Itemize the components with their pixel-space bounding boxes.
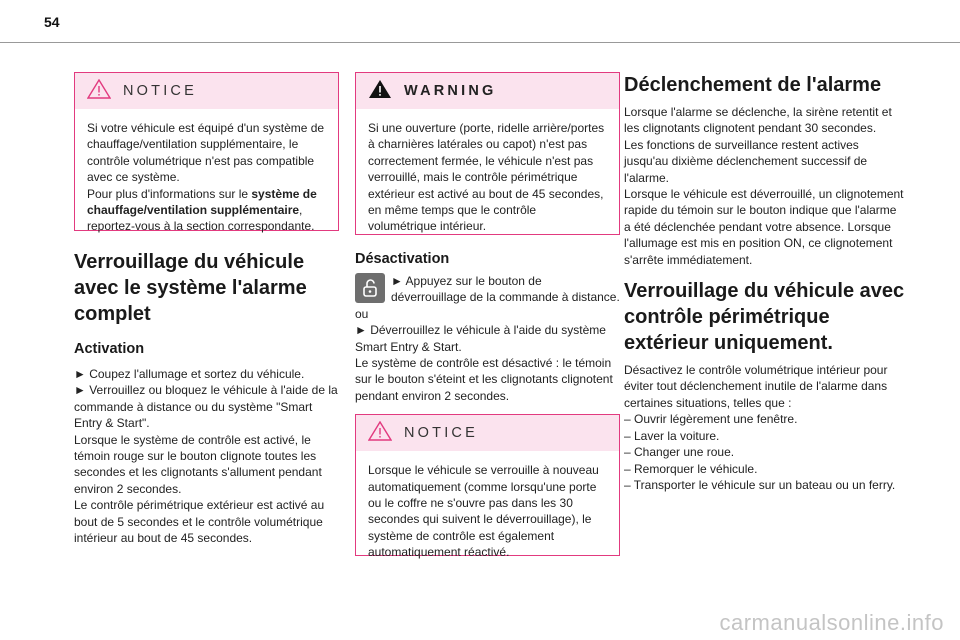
notice-box-2-header [356,415,619,451]
subheading-deactivation: Désactivation [355,251,450,267]
notice-text-2 [87,186,326,235]
deactivation-line: Le système de contrôle est désactivé : le témoin sur le bouton s'éteint et les clignotants clignotent pendant environ 2 secondes. [355,356,613,403]
list-item: – Laver la voiture. [624,428,720,443]
section-heading-perimeter-only: Verrouillage du véhicule avec contrôle périmétrique extérieur uniquement. [624,280,905,355]
page-number: 54 [44,14,60,30]
notice-text-2-bold: système de chauffage/ventilation supplémentaire [87,186,317,218]
alarm-trigger-line: Lorsque l'alarme se déclenche, la sirène retentit et les clignotants clignotent pendant 30 secondes. [624,105,892,136]
alarm-trigger-text [624,104,906,268]
notice-2-title: NOTICE [404,425,478,442]
column-left [74,72,339,546]
alarm-trigger-line: Les fonctions de surveillance restent actives jusqu'au dixième déclenchement successif de l'alarme. [624,137,868,185]
list-item: – Remorquer le véhicule. [624,461,758,476]
notice-text-2-prefix: Pour plus d'informations sur le [87,186,252,201]
alarm-trigger-line: Lorsque le véhicule est déverrouillé, un clignotement rapide du témoin sur le bouton indique que l'alarme a été déclenchée pendant votre absence. Lorsque l'allumage est mis en position ON, ce clignotement s'arrête immédiatement. [624,187,904,267]
column-right [624,72,906,493]
notice-2-body [356,451,619,571]
deactivation-line: ou [355,306,369,321]
list-item: – Changer une roue. [624,445,735,460]
caution-triangle-icon [368,421,392,446]
notice-box [74,72,339,234]
section-heading-alarm-trigger: Déclenchement de l'alarme [624,74,882,96]
caution-triangle-icon [87,79,111,104]
perimeter-situations-list [624,411,906,493]
notice-box-2 [355,414,620,560]
unlock-instruction [355,273,620,306]
deactivation-text [355,273,620,404]
activation-line: ► Coupez l'allumage et sortez du véhicule. [74,367,305,381]
perimeter-intro: Désactivez le contrôle volumétrique intérieur pour éviter tout déclenchement inutile de l'alarme dans certaines situations, telles que : [624,363,888,410]
notice-box-header [75,73,338,109]
warning-triangle-icon [368,79,392,104]
warning-title: WARNING [404,83,497,99]
notice-text: Si votre véhicule est équipé d'un système de chauffage/ventilation supplémentaire, le contrôle volumétrique n'est pas compatible avec ce système. [87,121,325,185]
warning-text: Si une ouverture (porte, ridelle arrière/portes à charnières latérales ou capot) n'est pas correctement fermée, le véhicule n'est pas verrouillé, mais le contrôle périmétrique extérieur est activé au bout de 45 secondes, en même temps que le contrôle volumétrique intérieur. [368,121,605,234]
subheading-activation: Activation [74,341,145,357]
list-item: – Ouvrir légèrement une fenêtre. [624,412,798,427]
warning-box [355,72,620,235]
notice-title: NOTICE [123,83,197,99]
activation-line: Le contrôle périmétrique extérieur est activé au bout de 5 secondes et le contrôle volumétrique intérieur au bout de 45 secondes. [74,498,325,546]
notice-text-2-suffix: , reportez-vous à la section correspondante. [87,203,315,234]
section-heading-complete-alarm: Verrouillage du véhicule avec le système l'alarme complet [74,251,307,325]
column-middle [355,72,620,560]
warning-box-header [356,73,619,109]
activation-line: ► Verrouillez ou bloquez le véhicule à l'aide de la commande à distance ou du système "Smart Entry & Start". [74,383,338,431]
watermark: carmanualsonline.info [719,610,944,635]
unlock-button-icon [355,273,385,303]
notice-body [75,109,338,246]
unlock-instruction-text: ► Appuyez sur le bouton de déverrouillage de la commande à distance. [391,274,620,305]
notice-2-text: Lorsque le véhicule se verrouille à nouveau automatiquement (comme lorsqu'une porte ou le coffre ne s'ouvre pas dans les 30 secondes qui suivent le déverrouillage), le système de contrôle est également automatiquement réactivé. [368,463,599,560]
list-item: – Transporter le véhicule sur un bateau ou un ferry. [624,477,896,492]
activation-text [74,366,339,546]
warning-body [356,109,619,246]
deactivation-line: ► Déverrouillez le véhicule à l'aide du système Smart Entry & Start. [355,323,606,354]
header-divider [0,42,960,43]
activation-line: Lorsque le système de contrôle est activé, le témoin rouge sur le bouton clignote toutes les secondes et les clignotants s'allument pendant environ 2 secondes. [74,432,322,496]
